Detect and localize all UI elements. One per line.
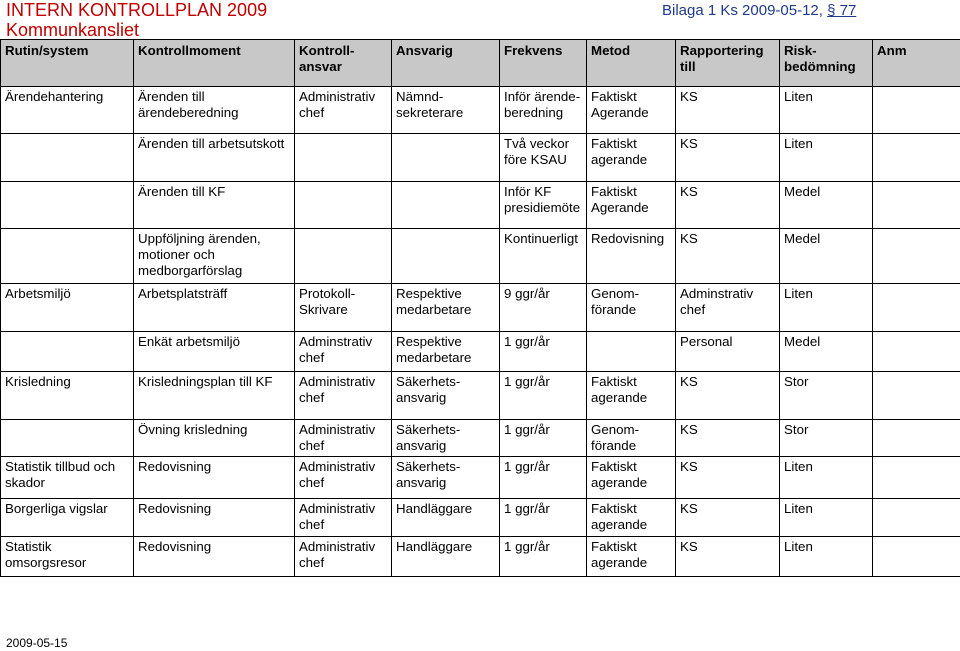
table-cell: Kontinuerligt <box>500 229 587 284</box>
table-cell <box>873 372 960 420</box>
table-cell <box>392 229 500 284</box>
table-cell <box>873 332 960 372</box>
table-cell: Personal <box>676 332 780 372</box>
table-cell: Krisledningsplan till KF <box>134 372 295 420</box>
table-cell: KS <box>676 182 780 229</box>
table-cell <box>873 87 960 134</box>
table-cell: 1 ggr/år <box>500 499 587 537</box>
table-cell: 1 ggr/år <box>500 457 587 499</box>
table-cell: Administrativ chef <box>295 499 392 537</box>
table-cell: Ärendehantering <box>1 87 134 134</box>
table-cell: KS <box>676 134 780 182</box>
header-row <box>1 40 960 87</box>
table-cell: Handläggare <box>392 537 500 577</box>
table-row <box>1 537 960 577</box>
table-cell: Ärenden till ärendeberedning <box>134 87 295 134</box>
table-cell: KS <box>676 372 780 420</box>
table-cell: Nämnd-sekreterare <box>392 87 500 134</box>
table-cell: KS <box>676 499 780 537</box>
table-cell <box>1 182 134 229</box>
table-cell <box>873 284 960 332</box>
column-header: Risk-bedömning <box>780 40 873 87</box>
document-title <box>6 0 267 40</box>
title-line-1: INTERN KONTROLLPLAN 2009 <box>6 0 268 20</box>
column-header: Rutin/system <box>1 40 134 87</box>
table-cell: Statistik omsorgsresor <box>1 537 134 577</box>
table-cell <box>873 537 960 577</box>
table-cell <box>587 332 676 372</box>
table-cell: Inför KF presidiemöte <box>500 182 587 229</box>
table-cell: Enkät arbetsmiljö <box>134 332 295 372</box>
table-cell: KS <box>676 229 780 284</box>
table-row <box>1 284 960 332</box>
table-cell: Administrativ chef <box>295 537 392 577</box>
table-cell: Faktiskt agerande <box>587 134 676 182</box>
table-cell: Ärenden till KF <box>134 182 295 229</box>
column-header: Anm <box>873 40 960 87</box>
control-plan-table <box>0 39 960 577</box>
table-row <box>1 372 960 420</box>
column-header: Metod <box>587 40 676 87</box>
table-row <box>1 332 960 372</box>
table-cell: Medel <box>780 229 873 284</box>
table-cell: Faktiskt agerande <box>587 457 676 499</box>
table-cell: Liten <box>780 457 873 499</box>
table-cell: Säkerhets-ansvarig <box>392 457 500 499</box>
table-cell: Säkerhets-ansvarig <box>392 372 500 420</box>
table-cell: Administrativ chef <box>295 372 392 420</box>
table-cell: Redovisning <box>134 499 295 537</box>
table-cell: Faktiskt Agerande <box>587 87 676 134</box>
table-row <box>1 134 960 182</box>
table-cell <box>873 229 960 284</box>
table-cell: Genom-förande <box>587 284 676 332</box>
column-header: Rapportering till <box>676 40 780 87</box>
column-header: Ansvarig <box>392 40 500 87</box>
table-cell: Administrativ chef <box>295 420 392 457</box>
table-cell: Redovisning <box>134 537 295 577</box>
table-cell: 1 ggr/år <box>500 372 587 420</box>
table-cell: Faktiskt agerande <box>587 537 676 577</box>
table-cell: Arbetsplatsträff <box>134 284 295 332</box>
table-cell: Övning krisledning <box>134 420 295 457</box>
table-cell <box>1 332 134 372</box>
column-header: Kontroll-ansvar <box>295 40 392 87</box>
table-cell: Stor <box>780 420 873 457</box>
table-row <box>1 87 960 134</box>
table-cell: Medel <box>780 182 873 229</box>
table-cell <box>1 229 134 284</box>
column-header: Kontrollmoment <box>134 40 295 87</box>
table-cell: Faktiskt Agerande <box>587 182 676 229</box>
table-cell: Redovisning <box>134 457 295 499</box>
paragraph-link[interactable]: § 77 <box>827 2 857 19</box>
table-cell: Liten <box>780 284 873 332</box>
title-line-2: Kommunkansliet <box>6 20 140 40</box>
table-cell <box>392 134 500 182</box>
table-cell: KS <box>676 457 780 499</box>
table-cell: Två veckor före KSAU <box>500 134 587 182</box>
table-cell: 9 ggr/år <box>500 284 587 332</box>
table-cell: KS <box>676 537 780 577</box>
table-row <box>1 182 960 229</box>
table-cell: Uppföljning ärenden, motioner och medborgarförslag <box>134 229 295 284</box>
table-cell: Handläggare <box>392 499 500 537</box>
table-cell: Stor <box>780 372 873 420</box>
table-cell: Liten <box>780 134 873 182</box>
table-cell: KS <box>676 87 780 134</box>
table-cell: Redovisning <box>587 229 676 284</box>
table-cell: Krisledning <box>1 372 134 420</box>
table-cell: Respektive medarbetare <box>392 284 500 332</box>
table-cell: Inför ärende-beredning <box>500 87 587 134</box>
table-cell: 1 ggr/år <box>500 537 587 577</box>
table-cell: Liten <box>780 87 873 134</box>
table-cell <box>1 134 134 182</box>
table-cell: Medel <box>780 332 873 372</box>
table-cell: Säkerhets-ansvarig <box>392 420 500 457</box>
table-cell <box>873 457 960 499</box>
table-cell: Statistik tillbud och skador <box>1 457 134 499</box>
table-cell: Adminstrativ chef <box>295 332 392 372</box>
table-cell <box>295 134 392 182</box>
bilaga-reference <box>662 2 856 20</box>
table-cell <box>392 182 500 229</box>
table-cell: KS <box>676 420 780 457</box>
table-body <box>1 87 960 577</box>
table-cell <box>873 499 960 537</box>
table-cell: Administrativ chef <box>295 87 392 134</box>
table-cell <box>873 134 960 182</box>
table-cell: Respektive medarbetare <box>392 332 500 372</box>
table-cell: Protokoll-Skrivare <box>295 284 392 332</box>
table-cell <box>1 420 134 457</box>
table-cell: 1 ggr/år <box>500 420 587 457</box>
table-row <box>1 457 960 499</box>
table-cell <box>873 182 960 229</box>
table-cell: Ärenden till arbetsutskott <box>134 134 295 182</box>
table-cell: Adminstrativ chef <box>676 284 780 332</box>
column-header: Frekvens <box>500 40 587 87</box>
table-cell: Faktiskt agerande <box>587 499 676 537</box>
table-cell <box>295 182 392 229</box>
table-cell: Faktiskt agerande <box>587 372 676 420</box>
footer-date: 2009-05-15 <box>6 636 68 650</box>
table-cell: Genom-förande <box>587 420 676 457</box>
table-cell <box>873 420 960 457</box>
table-cell: Borgerliga vigslar <box>1 499 134 537</box>
table-cell: Administrativ chef <box>295 457 392 499</box>
table-cell: Liten <box>780 499 873 537</box>
table-row <box>1 229 960 284</box>
table-row <box>1 420 960 457</box>
bilaga-prefix: Bilaga 1 Ks 2009-05-12, <box>662 2 828 19</box>
table-cell: Arbetsmiljö <box>1 284 134 332</box>
table-cell: 1 ggr/år <box>500 332 587 372</box>
table-row <box>1 499 960 537</box>
table-cell: Liten <box>780 537 873 577</box>
table-cell <box>295 229 392 284</box>
